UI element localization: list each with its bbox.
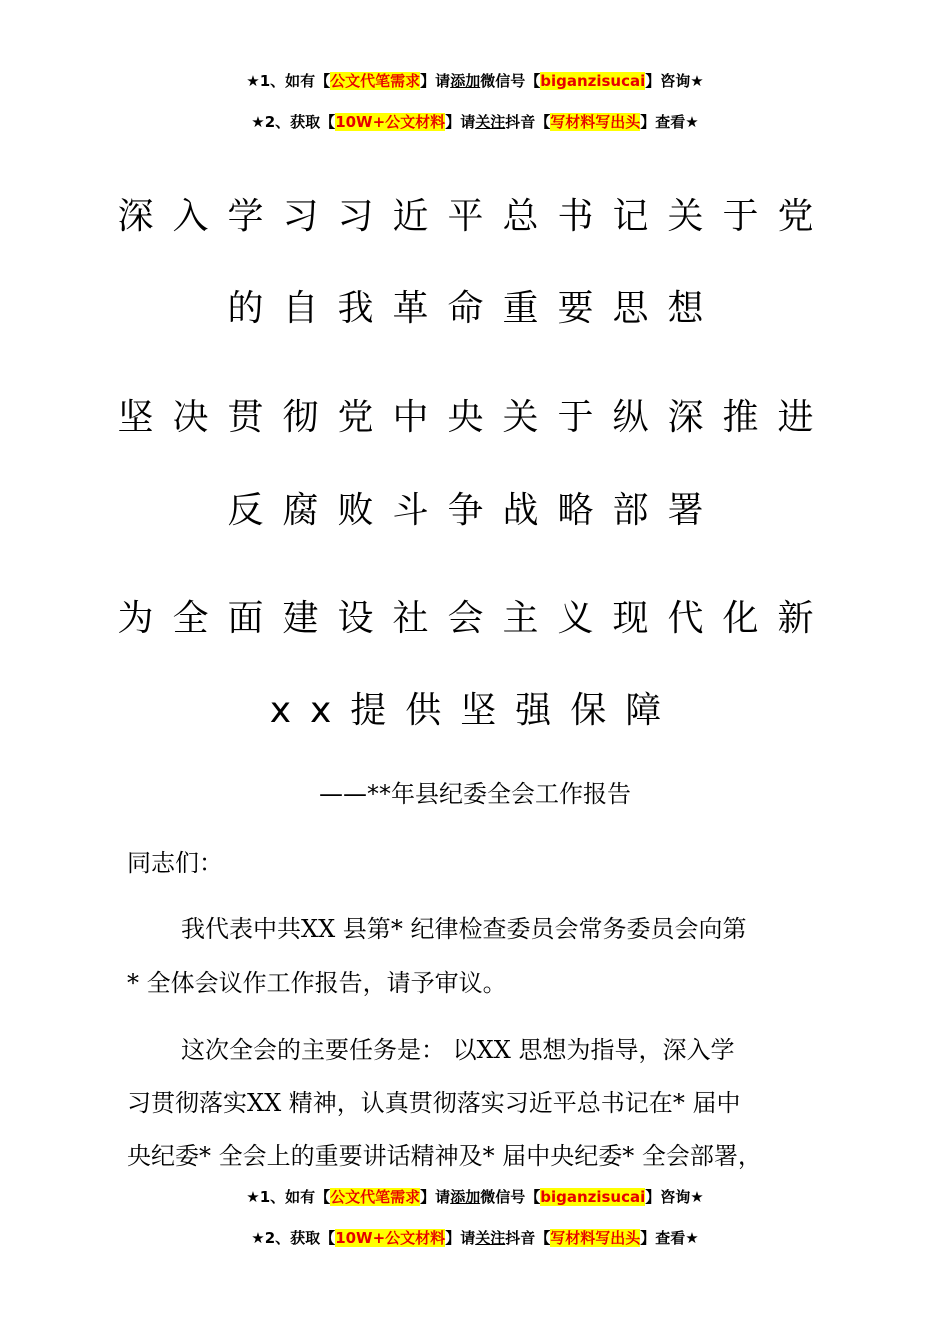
banner-text: 】查看★ [640,1229,699,1247]
banner-text: 】请 [420,1188,451,1206]
text: * [199,1142,211,1170]
paragraph-1-line-1 [127,912,827,946]
banner-text: 】查看★ [640,113,699,131]
text: 纪律检查委员会常务委员会向第 [402,915,747,943]
text: 届中央纪委 [494,1142,623,1170]
highlight-text: 10W+公文材料 [335,1229,446,1247]
salutation: 同志们： [127,849,223,877]
text: * [390,915,403,943]
banner-text: ★2、获取【 [251,113,336,131]
text: * [482,1142,495,1170]
paragraph-2-line-1 [127,1033,827,1067]
wechat-id: biganzisucai [540,72,646,90]
paragraph-2-line-2 [127,1086,827,1120]
promo-banner-line-1 [0,70,950,92]
banner-text: 】请 [445,1229,476,1247]
text: 全体会议作工作报告，请予审议。 [139,969,507,997]
banner-text: 】请 [445,113,476,131]
underlined-text: 添加 [450,1188,481,1206]
title-line-3: 坚决贯彻党中央关于纵深推进 [117,397,833,438]
promo-banner-footer-line-2 [0,1227,950,1249]
highlight-text: 公文代笔需求 [330,1188,421,1206]
text: 精神，认真贯彻落实习近平总书记在 [281,1089,673,1117]
banner-text: ★1、如有【 [246,1188,331,1206]
underlined-text: 关注 [475,1229,506,1247]
banner-text: 抖音【 [505,113,551,131]
text: 这次全会的主要任务是： 以 [181,1036,477,1064]
text: * [622,1142,635,1170]
promo-banner-line-2 [0,111,950,133]
text: * [127,969,139,997]
highlight-text: 公文代笔需求 [330,72,421,90]
banner-text: 微信号【 [480,72,541,90]
banner-text: 微信号【 [480,1188,541,1206]
title-line-1: 深入学习习近平总书记关于党 [117,196,833,237]
banner-text: 】咨询★ [645,1188,704,1206]
text: XX [476,1036,511,1064]
banner-text: 抖音【 [505,1229,551,1247]
promo-banner-footer-line-1 [0,1186,950,1208]
text: 思想为指导，深入学 [510,1036,735,1064]
text: * [672,1089,685,1117]
title-line-5: 为全面建设社会主义现代化新 [117,598,833,639]
text: 县第 [335,915,391,943]
douyin-account: 写材料写出头 [550,1229,641,1247]
text: 我代表中共 [181,915,301,943]
text: 全会部署， [634,1142,762,1170]
text: 全会上的重要讲话精神及 [211,1142,483,1170]
title-line-2: 的自我革命重要思想 [227,288,723,329]
text: 届中 [684,1089,741,1117]
banner-text: ★1、如有【 [246,72,331,90]
text: 央纪委 [127,1142,199,1170]
text: 习贯彻落实 [127,1089,247,1117]
title-line-4: 反腐败斗争战略部署 [227,490,723,531]
banner-text: 】咨询★ [645,72,704,90]
wechat-id: biganzisucai [540,1188,646,1206]
subtitle: ——**年县纪委全会工作报告 [319,780,631,808]
banner-text: ★2、获取【 [251,1229,336,1247]
underlined-text: 添加 [450,72,481,90]
douyin-account: 写材料写出头 [550,113,641,131]
highlight-text: 10W+公文材料 [335,113,446,131]
paragraph-1-line-2 [127,966,827,1000]
underlined-text: 关注 [475,113,506,131]
text: XX [247,1089,282,1117]
text: XX [301,915,336,943]
title-line-6: xx提供坚强保障 [269,690,681,731]
banner-text: 】请 [420,72,451,90]
paragraph-2-line-3 [127,1139,827,1173]
